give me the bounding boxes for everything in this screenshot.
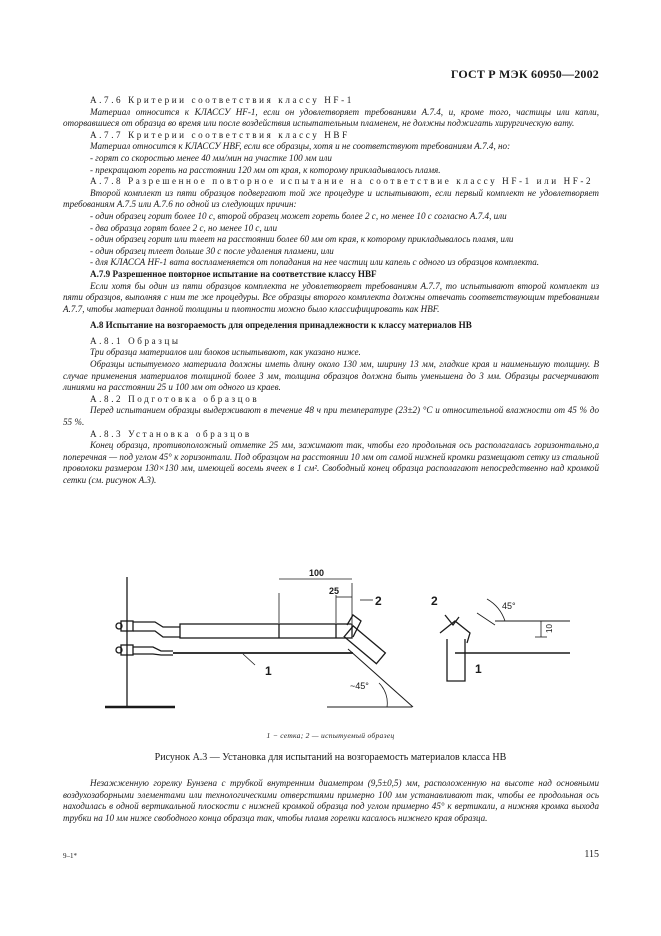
bunsen-burner [344, 626, 385, 664]
footer-signature: 9–1* [63, 852, 77, 860]
list-item: - прекращают гореть на расстоянии 120 мм от края, к которому прикладывалось пламя. [90, 164, 441, 175]
section-heading-a77: А.7.7 Критерии соответствия классу HBF [90, 129, 350, 140]
paragraph-a81-1: Три образца материалов или блоков испытывают, как указано ниже. [90, 347, 361, 358]
section-heading-a82: А.8.2 Подготовка образцов [90, 393, 260, 404]
section-heading-a8: А.8 Испытание на возгораемость для определения принадлежности к классу материалов НВ [90, 320, 472, 331]
label-2-left: 2 [375, 594, 382, 608]
paragraph-a81-2: Образцы испытуемого материала должны иметь длину около 130 мм, ширину 13 мм, гладкие края и наименьшую толщину. В случае применения материалов толщиной более 3 мм, толщина образцов должна быть уменьшена до 3 мм. Образцы расчерчивают линиями на расстоянии 25 и 100 мм от одного из краев. [63, 359, 599, 393]
specimen [180, 624, 352, 638]
list-item: - один образец горит или тлеет на расстоянии более 60 мм от края, к которому прикладывалось пламя, или [90, 234, 514, 245]
figure-a3-test-setup [95, 565, 575, 725]
list-item: - горят со скоростью менее 40 мм/мин на участке 100 мм или [90, 152, 332, 163]
dim-label-25: 25 [329, 586, 340, 596]
section-heading-a78: А.7.8 Разрешенное повторное испытание на соответствие классу HF-1 или HF-2 [90, 176, 594, 187]
paragraph-a82: Перед испытанием образцы выдерживают в течение 48 ч при температуре (23±2) °С и относительной влажности от 45 % до 55 %. [63, 405, 599, 428]
paragraph-a77: Материал относится к КЛАССУ HBF, если все образцы, хотя и не соответствуют требованиям А.7.4, но: [90, 141, 511, 152]
section-heading-a76: А.7.6 Критерии соответствия классу HF-1 [90, 95, 354, 105]
section-heading-a81: А.8.1 Образцы [90, 335, 181, 346]
burner-detail [447, 639, 465, 681]
paragraph-a83: Конец образца, противоположный отметке 25 мм, зажимают так, чтобы его продольная ось располагалась горизонтально,а поперечная — под углом 45° к горизонтали. Под образцом на расстоянии 10 мм от самой нижней кромки размещают сетку из стальной проволоки размером 130×130 мм, имеющей восемь ячеек в 1 см². Свободный конец образца располагают непосредственно над кромкой сетки (см. рисунок А.3). [63, 440, 599, 485]
list-item: - один образец тлеет дольше 30 с после удаления пламени, или [90, 245, 334, 256]
dim-label-100: 100 [309, 568, 325, 578]
dim-label-10: 10 [545, 624, 554, 633]
page-header: ГОСТ Р МЭК 60950—2002 [450, 67, 599, 81]
paragraph-a78: Второй комплект из пяти образцов подвергают той же процедуре и испытывают, если первый комплект не удовлетворяет требованиям А.7.5 или А.7.6 по одной из следующих причин: [63, 187, 599, 210]
paragraph-a79: Если хотя бы один из пяти образцов комплекта не удовлетворяет требованиям А.7.7, то испытывают второй комплект из пяти образцов, выполняя с ним те же процедуры. Все образцы второго комплекта должны отвечать соответствующим требованиям А.7.7, чтобы материал данной толщины и плотности можно было классифицировать как HBF. [63, 280, 599, 314]
angle-label-right: 45° [502, 601, 516, 611]
section-heading-a83: А.8.3 Установка образцов [90, 428, 252, 439]
section-heading-a79: А.7.9 Разрешенное повторное испытание на соответствие классу HBF [90, 268, 377, 279]
label-1-right: 1 [475, 662, 482, 676]
list-item: - для КЛАССА HF-1 вата воспламеняется от попадания на нее частиц или капель с одного из образцов комплекта. [90, 257, 540, 268]
paragraph-a76: Материал относится к КЛАССУ HF-1, если он удовлетворяет требованиям А.7.4, и, кроме того, частицы или капли, оторвавшиеся от образца во время или после воздействия испытательным пламенем, не должны поджигать хирургическую вату. [63, 106, 599, 129]
list-item: - один образец горит более 10 с, второй образец может гореть более 2 с, но менее 10 с согласно А.7.4, или [90, 210, 507, 221]
figure-caption: Рисунок А.3 — Установка для испытаний на возгораемость материалов класса НВ [154, 752, 507, 763]
angle-label-left: ~45° [350, 681, 369, 691]
main-text [63, 95, 599, 487]
label-1-left: 1 [265, 664, 272, 678]
label-2-right: 2 [431, 594, 438, 608]
closing-text [63, 778, 599, 824]
figure-legend: 1 − сетка; 2 — испытуемый образец [266, 731, 395, 740]
page-number: 115 [584, 849, 599, 860]
list-item: - два образца горят более 2 с, но менее 10 с, или [90, 222, 278, 233]
paragraph-burner: Незажженную горелку Бунзена с трубкой внутренним диаметром (9,5±0,5) мм, расположенную на высоте над основными воздухозаборными элементами или технологическими отверстиями примерно 100 мм устанавливают так, чтобы ее продольная ось находилась в одной вертикальной плоскости с нижней кромкой образца под углом примерно 45° к вертикали, а нижняя кромка выхода трубки на 10 мм ниже свободного конца образца так, чтобы пламя горелки касалось нижнего края образца. [63, 778, 599, 823]
